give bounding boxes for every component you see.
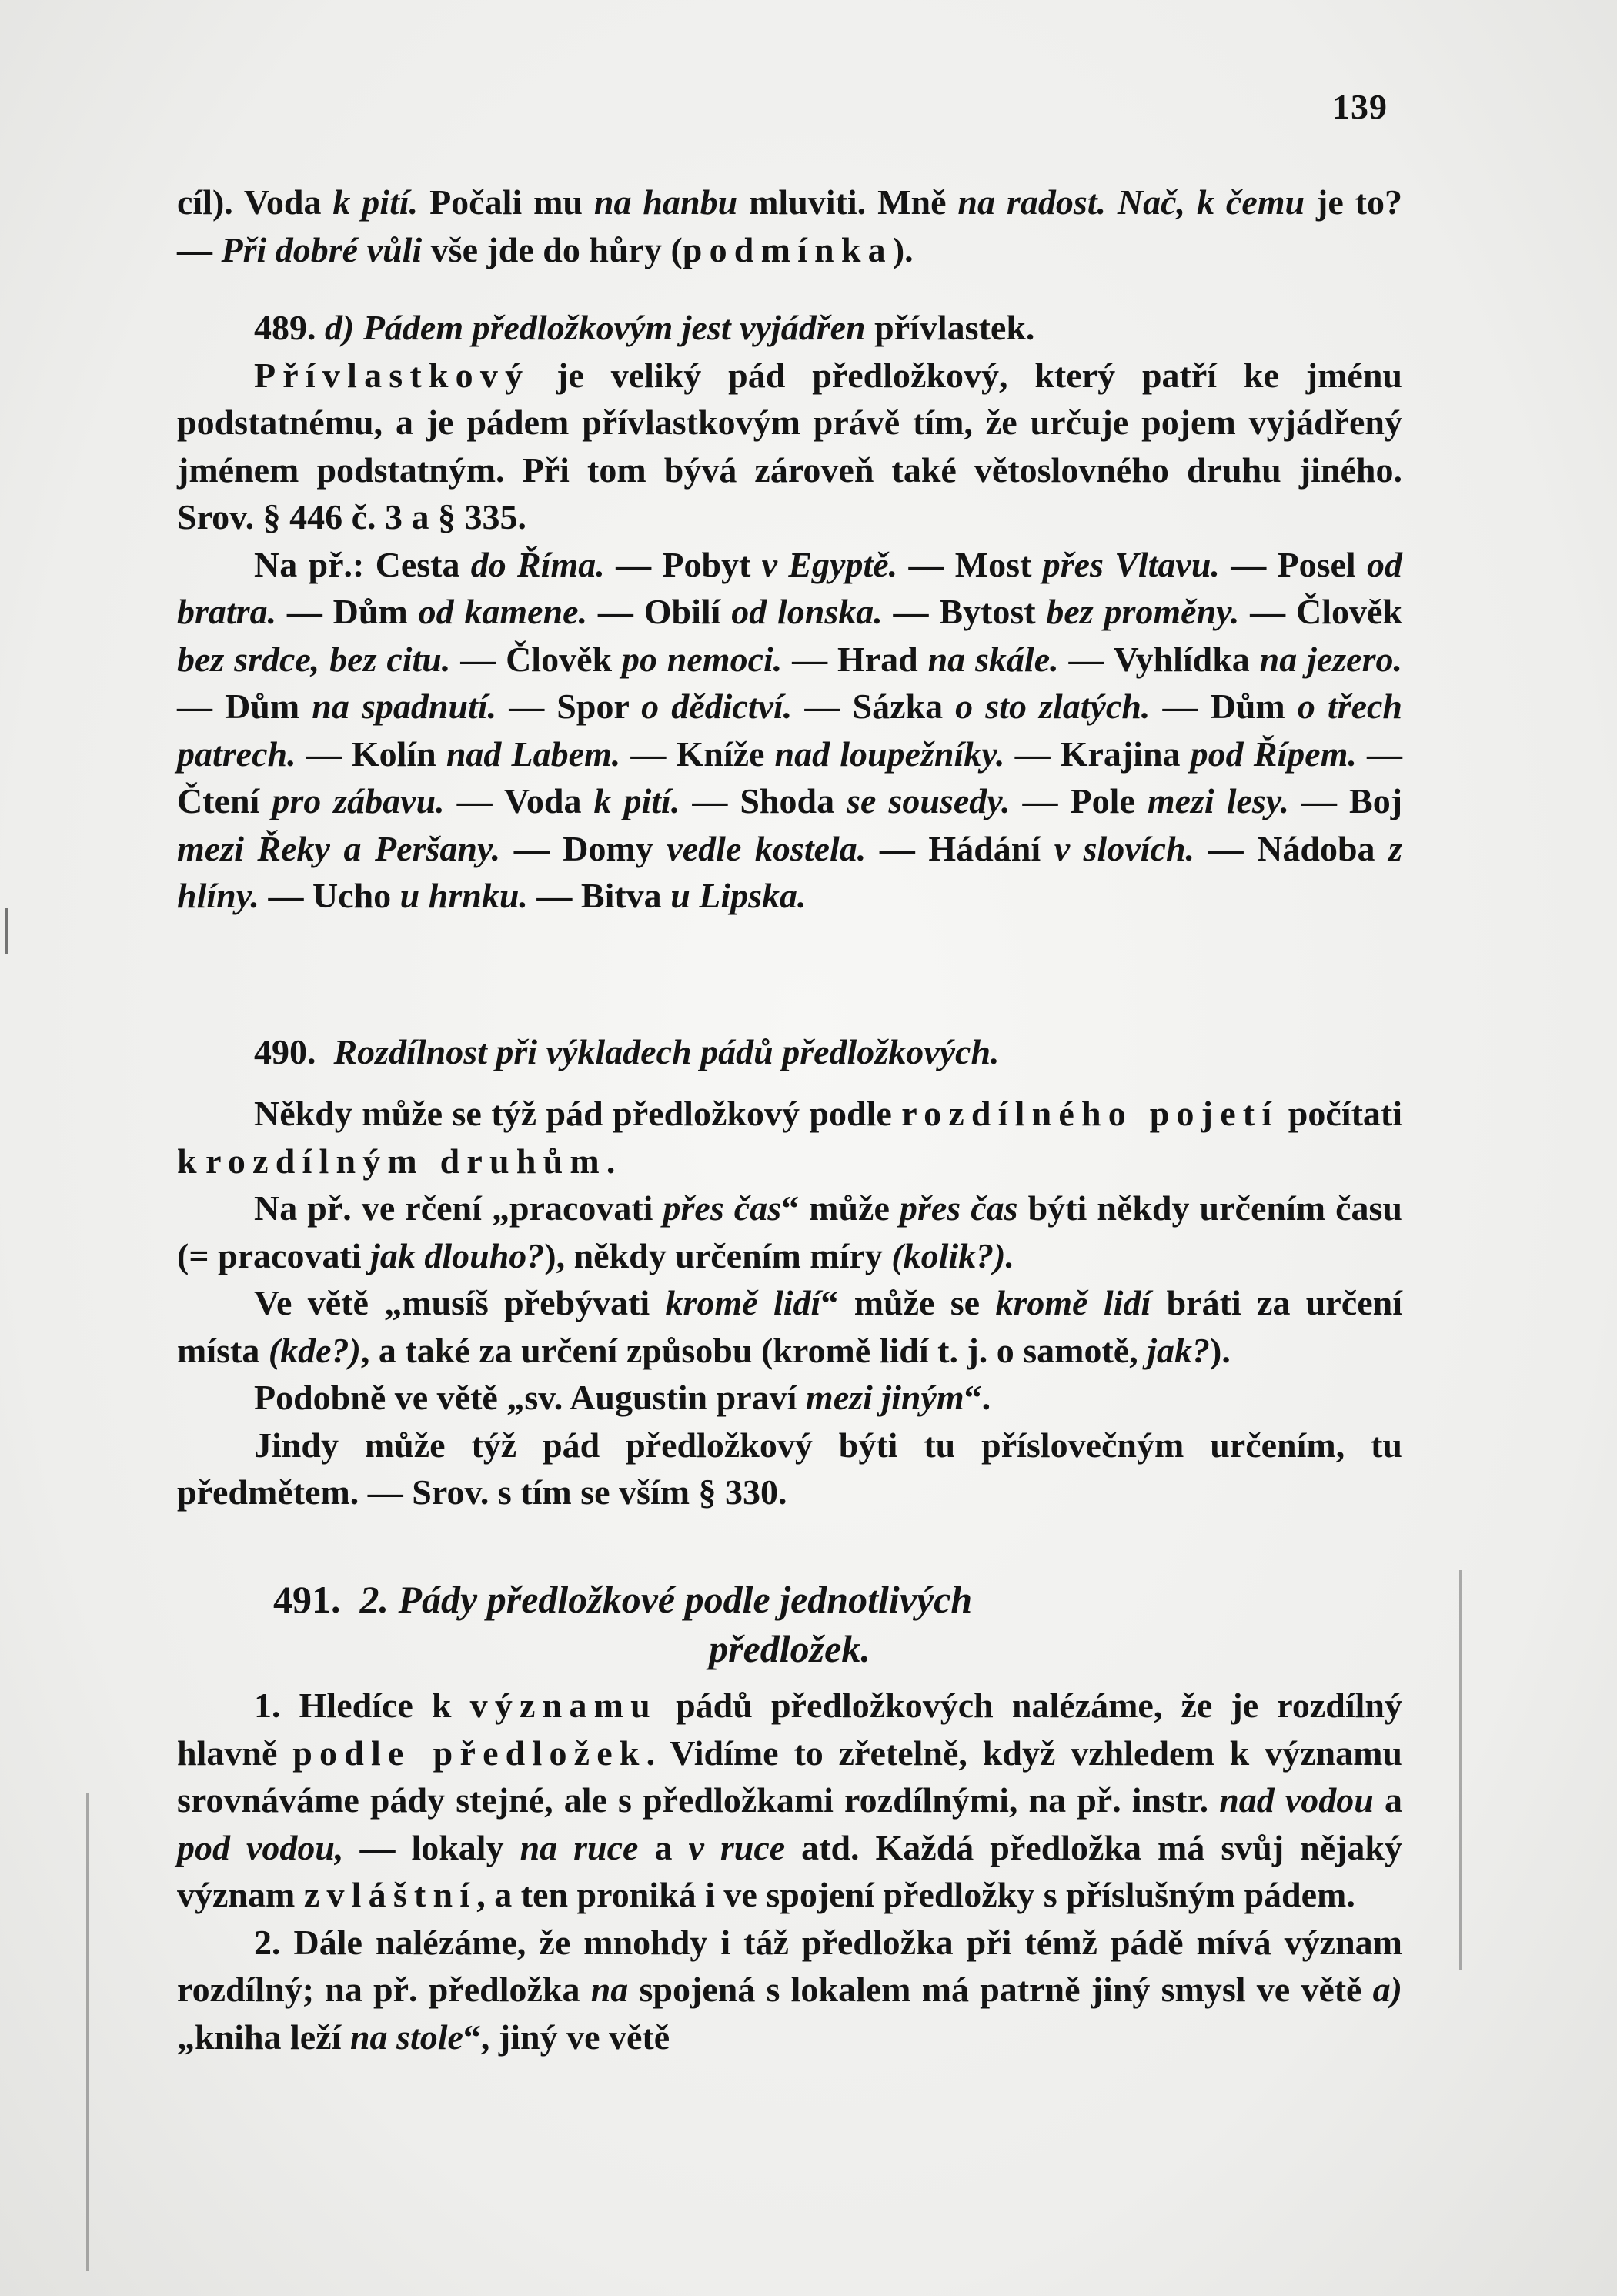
text-run: “ může se — [820, 1283, 996, 1322]
italic-run: pro zábavu. — [272, 781, 445, 820]
spaced-run: podmínka — [682, 229, 893, 269]
italic-run: u Lipska. — [670, 876, 807, 915]
top-text-block — [177, 179, 1402, 920]
italic-run: na spadnutí. — [312, 687, 497, 726]
italic-run: mezi lesy. — [1147, 781, 1290, 820]
text-run: Ve větě „musíš přebývati — [254, 1283, 666, 1322]
italic-run: po nemoci. — [621, 639, 783, 679]
text-run: 1. Hledíce k — [254, 1686, 470, 1725]
text-run: Podobně ve větě „sv. Augustin praví — [254, 1378, 806, 1417]
text-run: bráti za určení místa — [177, 1283, 1402, 1370]
paragraph — [177, 1682, 1402, 1919]
spaced-run: podle předložek — [292, 1733, 646, 1773]
paragraph-continuation — [177, 179, 1402, 273]
italic-run: (kolik?). — [891, 1235, 1014, 1275]
margin-scan-mark — [5, 908, 8, 954]
italic-run: vedle kostela. — [667, 828, 867, 868]
section-491-heading — [177, 1575, 1402, 1673]
spaced-run: zvláštní — [303, 1875, 477, 1914]
italic-run: od lonska. — [731, 592, 883, 631]
text-run: Na př.: Cesta — [254, 544, 471, 584]
italic-run: přes čas — [899, 1188, 1018, 1228]
text-run: — Bytost — [882, 592, 1047, 631]
text-run: , a ten proniká i ve spojení předložky s příslušným pádem. — [476, 1875, 1355, 1914]
italic-run: bez proměny. — [1046, 592, 1240, 631]
italic-run: o třech patrech. — [177, 687, 1402, 774]
italic-run: pod vodou, — [177, 1827, 344, 1867]
section-title-line2: předložek. — [709, 1627, 870, 1670]
text-run: — Bitva — [527, 876, 671, 915]
text-run: — Hrad — [782, 639, 928, 679]
text-run: cíl). Voda — [177, 182, 333, 222]
section-number: 491. — [273, 1578, 341, 1621]
text-run: je to? — — [177, 182, 1403, 269]
text-run: “ může — [781, 1188, 900, 1228]
text-run: “, jiný ve větě — [463, 2017, 670, 2057]
italic-run: do Říma. — [470, 544, 605, 584]
text-run: ). — [892, 229, 914, 269]
text-run: a — [638, 1827, 689, 1867]
margin-scan-mark — [1459, 1570, 1462, 1970]
text-run: — Spor — [496, 687, 642, 726]
italic-run: na — [590, 1970, 629, 2009]
italic-run: o dědictví. — [641, 687, 793, 726]
italic-run: nad loupežníky. — [774, 734, 1005, 774]
italic-run: kromě lidí — [665, 1283, 821, 1322]
text-run: Někdy může se týž pád předložkový podle — [254, 1094, 902, 1133]
paragraph — [177, 1422, 1402, 1516]
text-run: mluviti. Mně — [737, 182, 958, 222]
text-run: — Kníže — [620, 734, 775, 774]
italic-run: mezi jiným — [805, 1378, 964, 1417]
italic-run: z hlíny. — [177, 828, 1402, 915]
italic-run: na ruce — [520, 1827, 639, 1867]
section-title-bold: přívlastek. — [874, 308, 1035, 347]
text-run: — Dům — [1150, 687, 1298, 726]
section-number: 490. — [254, 1032, 316, 1071]
italic-run: u hrnku. — [399, 876, 528, 915]
text-run: — Shoda — [680, 781, 847, 820]
italic-run: na stole — [349, 2017, 463, 2057]
italic-run: nad Labem. — [446, 734, 621, 774]
italic-run: od bratra. — [177, 544, 1402, 631]
italic-run: Při dobré vůli — [221, 229, 423, 269]
text-run: Počali mu — [418, 182, 594, 222]
italic-run: kromě lidí — [995, 1283, 1151, 1322]
text-run: Na př. ve rčení „pracovati — [254, 1188, 663, 1228]
text-run: . — [606, 1141, 616, 1181]
paragraph — [177, 1919, 1402, 2061]
text-run: — Člověk — [1239, 592, 1402, 631]
text-run: je veliký pád předložkový, který patří ke jménu podstatnému, a je pádem přívlastkovým právě tím, že určuje pojem vyjádřený jménem podstatným. Při tom bývá zároveň také větoslovného druhu jiného. Srov. § 446 č. 3 a § 335. — [177, 355, 1402, 536]
text-run: — Domy — [500, 828, 667, 868]
italic-run: k pití. — [332, 182, 419, 222]
text-run: — Dům — [177, 687, 312, 726]
italic-run: mezi Řeky a Peršany. — [177, 828, 501, 868]
italic-run: pod Řípem. — [1190, 734, 1357, 774]
italic-run: v Egyptě. — [761, 544, 898, 584]
section-title: Rozdílnost při výkladech pádů předložkových. — [333, 1032, 1000, 1071]
text-run: počítati k — [177, 1094, 1402, 1181]
text-run: 2. Dále nalézáme, že mnohdy i táž předložka při témž pádě mívá význam rozdílný; na př. předložka — [177, 1922, 1402, 2009]
paragraph — [177, 352, 1402, 541]
text-run: Jindy může týž pád předložkový býti tu příslovečným určením, tu předmětem. — Srov. s tím se vším § 330. — [177, 1425, 1402, 1512]
paragraph-examples — [177, 541, 1402, 920]
italic-run: k pití. — [593, 781, 680, 820]
text-run: a — [1373, 1780, 1402, 1820]
text-run: , a také za určení způsobu (kromě lidí t. j. o samotě, — [360, 1330, 1148, 1370]
section-490-heading — [177, 1031, 1402, 1072]
italic-run: od kamene. — [418, 592, 588, 631]
italic-run: jak dlouho? — [370, 1235, 545, 1275]
text-run: spojená s lokalem má patrně jiný smysl ve větě — [628, 1970, 1373, 2009]
text-run: — Pole — [1010, 781, 1148, 820]
text-run: — Nádoba — [1194, 828, 1389, 868]
text-run: — Vyhlídka — [1058, 639, 1260, 679]
text-run: — Krajina — [1004, 734, 1191, 774]
spaced-run: rozdílného pojetí — [901, 1094, 1279, 1133]
text-run: — Člověk — [450, 639, 622, 679]
text-run: pádů předložkových nalézáme, že je rozdílný hlavně — [177, 1686, 1403, 1773]
italic-run: (kde?) — [268, 1330, 361, 1370]
text-run: „kniha leží — [177, 2017, 350, 2057]
margin-scan-mark — [86, 1793, 89, 2271]
text-run: vše jde do hůry ( — [422, 229, 683, 269]
text-run: — Kolín — [296, 734, 446, 774]
text-run: — Čtení — [177, 734, 1402, 820]
text-run: — Boj — [1289, 781, 1403, 820]
section-491-body — [177, 1682, 1402, 2060]
spaced-run: rozdílným druhům — [205, 1141, 606, 1181]
text-run: — Posel — [1219, 544, 1367, 584]
section-number: 489. — [254, 308, 316, 347]
paragraph — [177, 1374, 1402, 1422]
text-run: býti někdy určením času (= pracovati — [177, 1188, 1402, 1275]
italic-run: o sto zlatých. — [955, 687, 1151, 726]
section-title: d) Pádem předložkovým jest vyjádřen — [325, 308, 866, 347]
page-number: 139 — [1332, 87, 1388, 126]
italic-run: nad vodou — [1219, 1780, 1374, 1820]
text-run: ), někdy určením míry — [544, 1235, 892, 1275]
text-run: — Most — [897, 544, 1043, 584]
section-489-heading — [177, 304, 1402, 352]
text-run: — Obilí — [587, 592, 732, 631]
text-run: — Pobyt — [604, 544, 762, 584]
text-run: — Dům — [276, 592, 419, 631]
paragraph — [177, 1090, 1402, 1185]
italic-run: na skále. — [927, 639, 1059, 679]
text-run: . Vidíme to zřetelně, když vzhledem k významu srovnáváme pády stejné, ale s předložkami rozdílnými, na př. instr. — [177, 1733, 1402, 1820]
italic-run: na radost. Nač, k čemu — [957, 182, 1305, 222]
italic-run: v slovích. — [1054, 828, 1195, 868]
spaced-run: významu — [469, 1686, 657, 1725]
text-run: “. — [964, 1378, 991, 1417]
spaced-run: Přívlastkový — [254, 355, 530, 395]
italic-run: se sousedy. — [847, 781, 1011, 820]
text-run: atd. Každá předložka má svůj nějaký význam — [177, 1827, 1403, 1914]
paragraph — [177, 1185, 1402, 1279]
italic-run: přes Vltavu. — [1042, 544, 1220, 584]
paragraph — [177, 1279, 1402, 1374]
italic-run: na jezero. — [1259, 639, 1403, 679]
italic-run: přes čas — [663, 1188, 782, 1228]
italic-run: bez srdce, bez citu. — [177, 639, 451, 679]
italic-run: na hanbu — [593, 182, 738, 222]
italic-run: a) — [1372, 1970, 1402, 2009]
italic-run: jak? — [1147, 1330, 1210, 1370]
text-run: — Voda — [444, 781, 594, 820]
italic-run: v ruce — [688, 1827, 786, 1867]
section-490-body — [177, 1090, 1402, 1516]
section-title: 2. Pády předložkové podle jednotlivých — [359, 1578, 973, 1621]
text-run: ). — [1210, 1330, 1231, 1370]
text-run: — lokaly — [343, 1827, 520, 1867]
text-run: — Hádání — [866, 828, 1054, 868]
text-run: — Sázka — [792, 687, 956, 726]
text-run: — Ucho — [259, 876, 400, 915]
